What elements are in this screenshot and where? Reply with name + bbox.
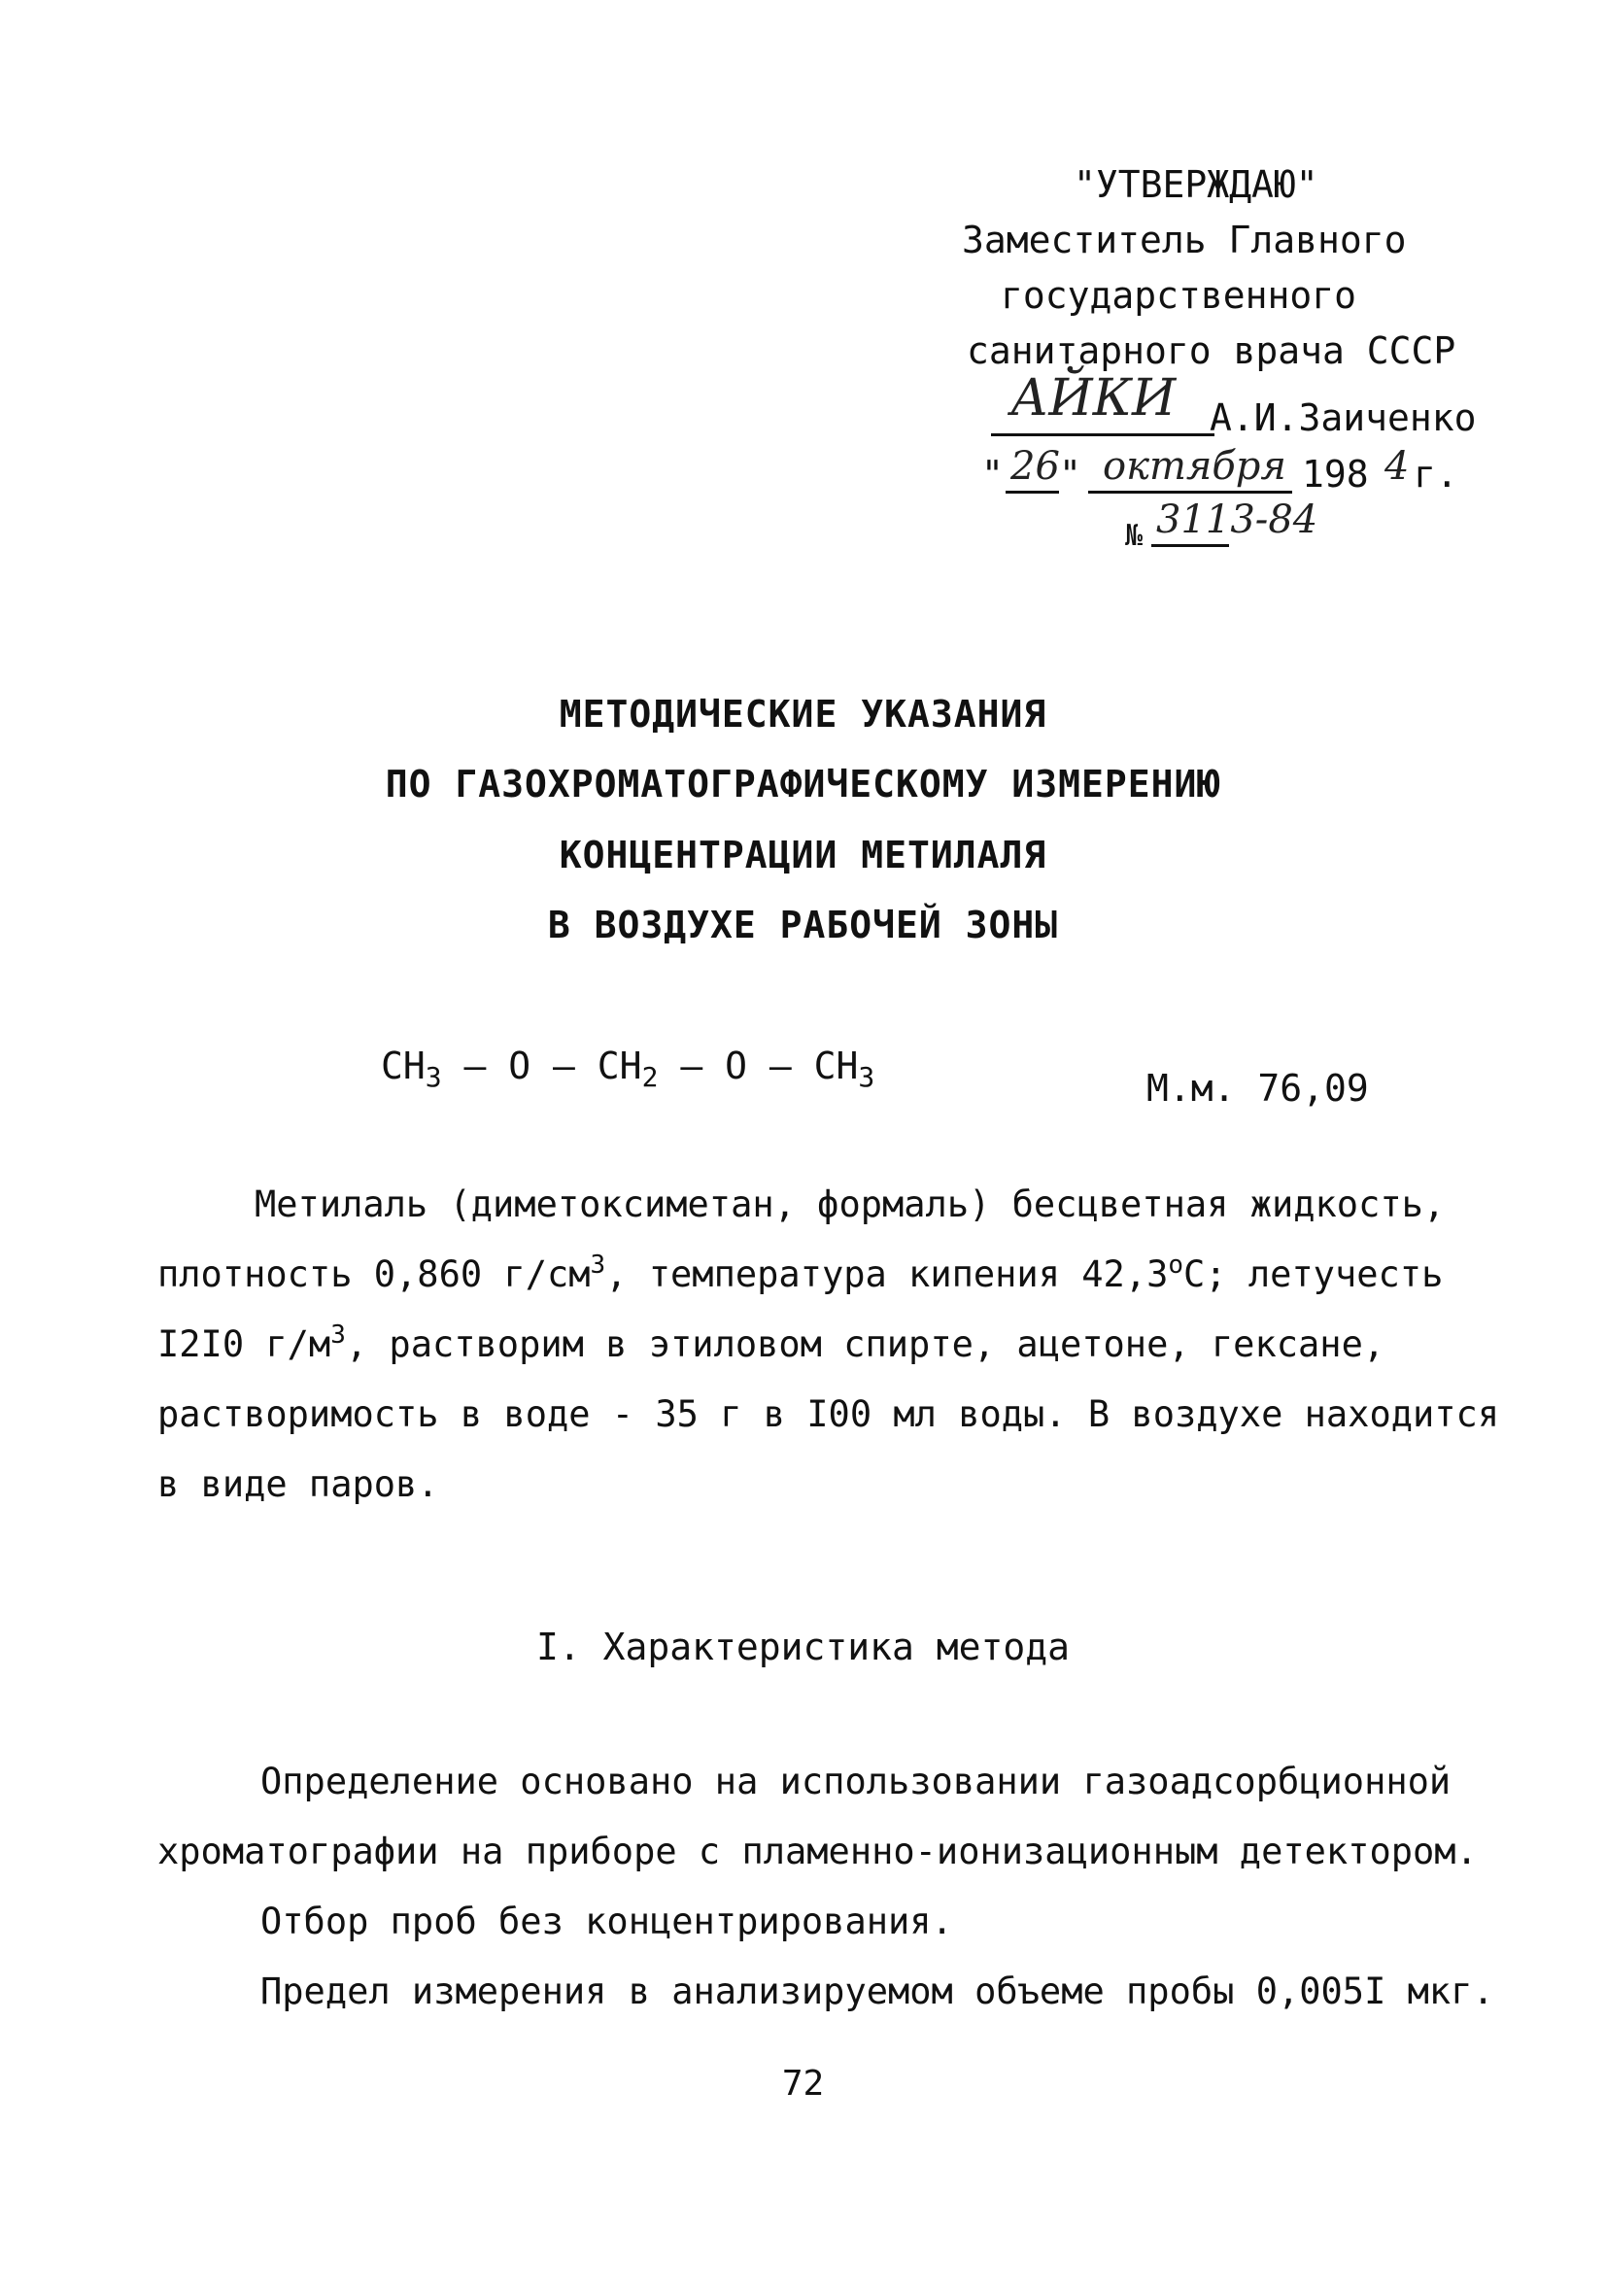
date-open-quote: " xyxy=(981,453,1004,496)
title-line2: ПО ГАЗОХРОМАТОГРАФИЧЕСКОМУ ИЗМЕРЕНИЮ xyxy=(385,763,1221,805)
title-line3: КОНЦЕНТРАЦИИ МЕТИЛАЛЯ xyxy=(559,834,1047,876)
handwritten-signature: АЙКИ xyxy=(1010,369,1177,428)
date-day: 26 xyxy=(1010,444,1060,489)
section-line1: Определение основано на использовании газоадсорбционной xyxy=(260,1761,1452,1802)
section-line4: Предел измерения в анализируемом объеме пробы 0,005I мкг. xyxy=(260,1970,1494,2012)
date-year-prefix: 198 xyxy=(1302,453,1369,496)
date-close-quote: " xyxy=(1059,453,1081,496)
formula-ch3-left: $CH_3$ xyxy=(381,1045,442,1093)
formula-ch3-right: $CH_3$ xyxy=(813,1045,875,1093)
number-prefix: № xyxy=(1125,519,1144,553)
date-month: октября xyxy=(1103,444,1286,489)
description-line2: плотность 0,860 $г/см^3$, температура кипения $42,3^оС$; летучесть xyxy=(157,1251,1444,1295)
registration-number: 3113-84 xyxy=(1156,497,1318,542)
description-line4: растворимость в воде - 35 г в I00 мл воды. В воздухе находится xyxy=(157,1393,1500,1435)
date-year-suffix: г. xyxy=(1414,453,1458,496)
approval-position-line3: санитарного врача СССР xyxy=(967,329,1456,372)
molecular-mass: М.м. 76,09 xyxy=(1146,1067,1369,1110)
date-day-rule xyxy=(1006,491,1059,494)
signatory-name: А.И.Заиченко xyxy=(1210,396,1477,439)
number-rule xyxy=(1151,544,1229,547)
formula-link-1: — O — xyxy=(463,1045,575,1087)
page-number: 72 xyxy=(781,2064,825,2104)
approval-position-line1: Заместитель Главного xyxy=(962,219,1407,261)
formula-link-2: — O — xyxy=(680,1045,792,1087)
description-line1: Метилаль (диметоксиметан, формаль) бесцветная жидкость, xyxy=(255,1183,1446,1225)
description-line5: в виде паров. xyxy=(157,1463,439,1505)
approval-position-line2: государственного xyxy=(1001,274,1357,317)
approval-heading: "УТВЕРЖДАЮ" xyxy=(1074,163,1318,206)
section-line3: Отбор проб без концентрирования. xyxy=(260,1901,953,1942)
section-line2: хроматографии на приборе с пламенно-ионизационным детектором. xyxy=(157,1831,1478,1872)
title-line4: В ВОЗДУХЕ РАБОЧЕЙ ЗОНЫ xyxy=(547,904,1059,946)
title-line1: МЕТОДИЧЕСКИЕ УКАЗАНИЯ xyxy=(559,693,1047,736)
formula-ch2: $CH_2$ xyxy=(597,1045,659,1093)
signature-rule xyxy=(991,433,1214,436)
date-year-digit: 4 xyxy=(1384,444,1410,489)
section-heading: I. Характеристика метода xyxy=(535,1626,1071,1668)
chemical-formula xyxy=(381,1045,874,1093)
description-line3: I2I0 $г/м^3$, растворим в этиловом спирте, ацетоне, гексане, xyxy=(157,1320,1385,1365)
